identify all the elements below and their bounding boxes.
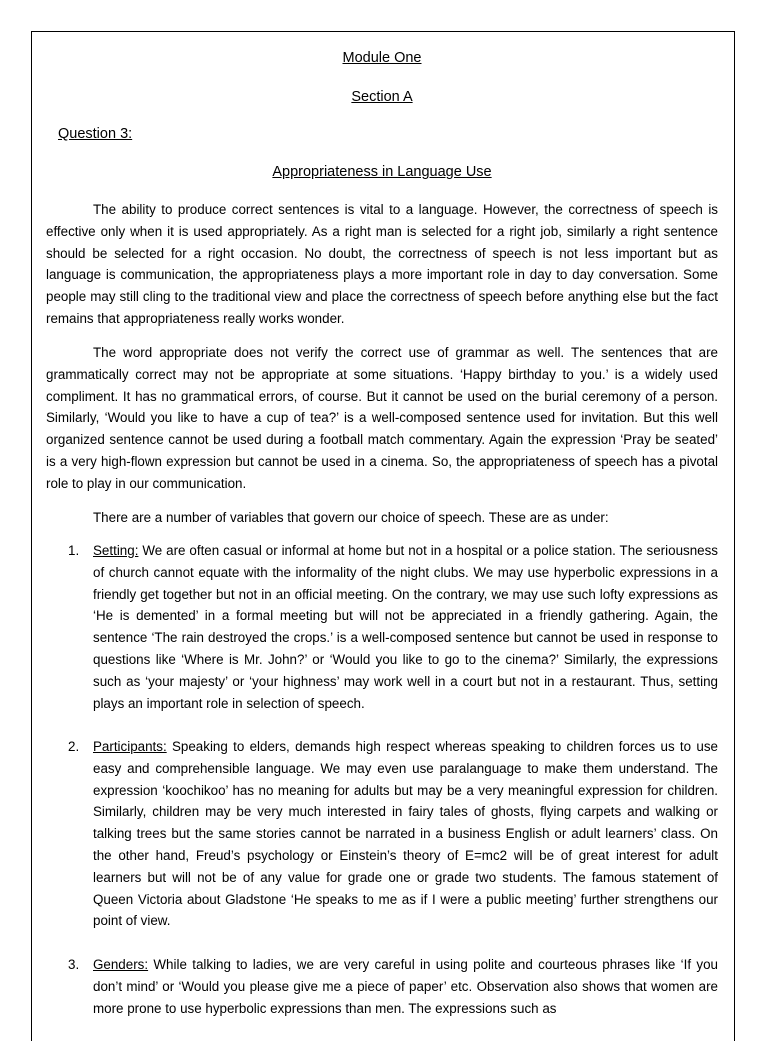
list-text: Speaking to elders, demands high respect whereas speaking to children forces us to use easy and comprehensible language. We may even use paralanguage to make them understand. The expression ‘koochikoo’ has no meaning for adults but may be a very meaningful expression for children. Similarly, children may be very much interested in fairy tales of ghosts, flying carpets and walking or talking trees but the same stories cannot be narrated in a business English or adult learners’ class. On the other hand, Freud’s psychology or Einstein’s theory of E=mc2 will be of great interest for adult learners but will not be of any value for grade one or grade two students. The famous statement of Queen Victoria about Gladstone ‘He speaks to me as if I were a public meeting’ further strengthens our point of view. [93, 739, 718, 929]
list-item [68, 954, 718, 1019]
list-item [68, 736, 718, 932]
list-number: 2. [68, 739, 80, 754]
document-page [31, 31, 735, 1041]
list-text: We are often casual or informal at home but not in a hospital or a police station. The seriousness of church cannot equate with the informality of the night clubs. We may use hyperbolic expressions in a friendly get together but not in an official meeting. On the contrary, we may use such lofty expressions as ‘He is demented’ in a formal meeting but will not be appreciated in a friendly gathering. Again, the sentence ‘The rain destroyed the crops.’ is a well-composed sentence but cannot be used in response to questions like ‘Where is Mr. John?’ or ‘Would you like to go to the cinema?’ Similarly, the expressions such as ‘your majesty’ or ‘your highness’ may work well in a court but not in a restaurant. Thus, setting plays an important role in selection of speech. [93, 543, 718, 711]
list-number: 1. [68, 543, 80, 558]
module-heading: Module One [342, 50, 422, 66]
paragraph-1: The ability to produce correct sentences is vital to a language. However, the correctness of speech is effective only when it is used appropriately. As a right man is selected for a right job, similarly a right sentence should be selected for a right occasion. No doubt, the correctness of speech is not less important but as language is communication, the appropriateness plays a more important role in day to day conversation. Some people may still cling to the traditional view and place the correctness of speech before anything else but the fact remains that appropriateness really works wonder. [46, 202, 718, 326]
list-term: Setting: [93, 543, 139, 558]
section-heading: Section A [351, 89, 413, 105]
document-title: Appropriateness in Language Use [272, 164, 492, 180]
paragraph-3: There are a number of variables that govern our choice of speech. These are as under: [93, 510, 609, 525]
list-term: Genders: [93, 957, 149, 972]
paragraph-2: The word appropriate does not verify the correct use of grammar as well. The sentences that are grammatically correct may not be appropriate at some situations. ‘Happy birthday to you.’ is a widely used compliment. It has no grammatical errors, of course. But it cannot be used on the burial ceremony of a person. Similarly, ‘Would you like to have a cup of tea?’ is a well-composed sentence used for invitation. But this well organized sentence cannot be used during a football match commentary. Again the expression ‘Pray be seated’ is a very high-flown expression but cannot be used in a cinema. So, the appropriateness of speech has a pivotal role to play in our communication. [46, 345, 718, 491]
list-item [68, 540, 718, 714]
list-text: While talking to ladies, we are very careful in using polite and courteous phrases like ‘If you don’t mind’ or ‘Would you please give me a piece of paper’ etc. Observation also shows that women are more prone to use hyperbolic expressions than men. The expressions such as [93, 957, 718, 1016]
list-number: 3. [68, 957, 80, 972]
list-term: Participants: [93, 739, 167, 754]
question-heading: Question 3: [58, 126, 133, 142]
